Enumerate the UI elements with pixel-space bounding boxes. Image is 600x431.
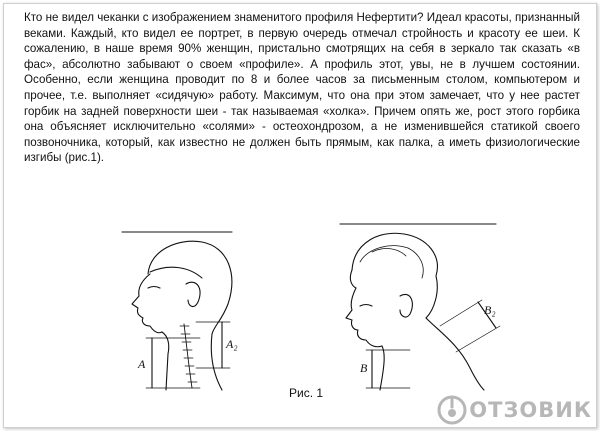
watermark-text: ОТЗОВИК [469,398,592,422]
label-a2: A₂ [226,337,238,351]
figure-1 [0,222,600,392]
otzovik-logo-icon [437,395,467,425]
figure-caption: Рис. 1 [289,386,324,400]
label-b: B [360,361,368,375]
label-a: A [138,357,146,371]
watermark [437,395,592,425]
body-paragraph: Кто не видел чеканки с изображением знаменитого профиля Нефертити? Идеал красоты, признанный веками. Каждый, кто видел ее портрет, в первую очередь отмечал стройность и красоту ее шеи. К сожалению, в наше время 90% женщин, пристально смотрящих на себя в зеркало так сказать «в фас», абсолютно забывают о своем «профиле». А профиль этот, увы, не в лучшем состоянии. Особенно, если женщина проводит по 8 и более часов за письменным столом, компьютером и прочее, т.е. выполняет «сидячую» работу. Максимум, что она при этом замечает, что у нее растет горбик на задней поверхности шеи - так называемая «холка». Причем опять же, рост этого горбика она объясняет исключительно «солями» - остеохондрозом, а не изменившейся статикой своего позвоночника, который, как известно не должен быть прямым, как палка, а иметь физиологические изгибы (рис.1). [24,11,580,165]
label-b2: B₂ [484,303,496,317]
